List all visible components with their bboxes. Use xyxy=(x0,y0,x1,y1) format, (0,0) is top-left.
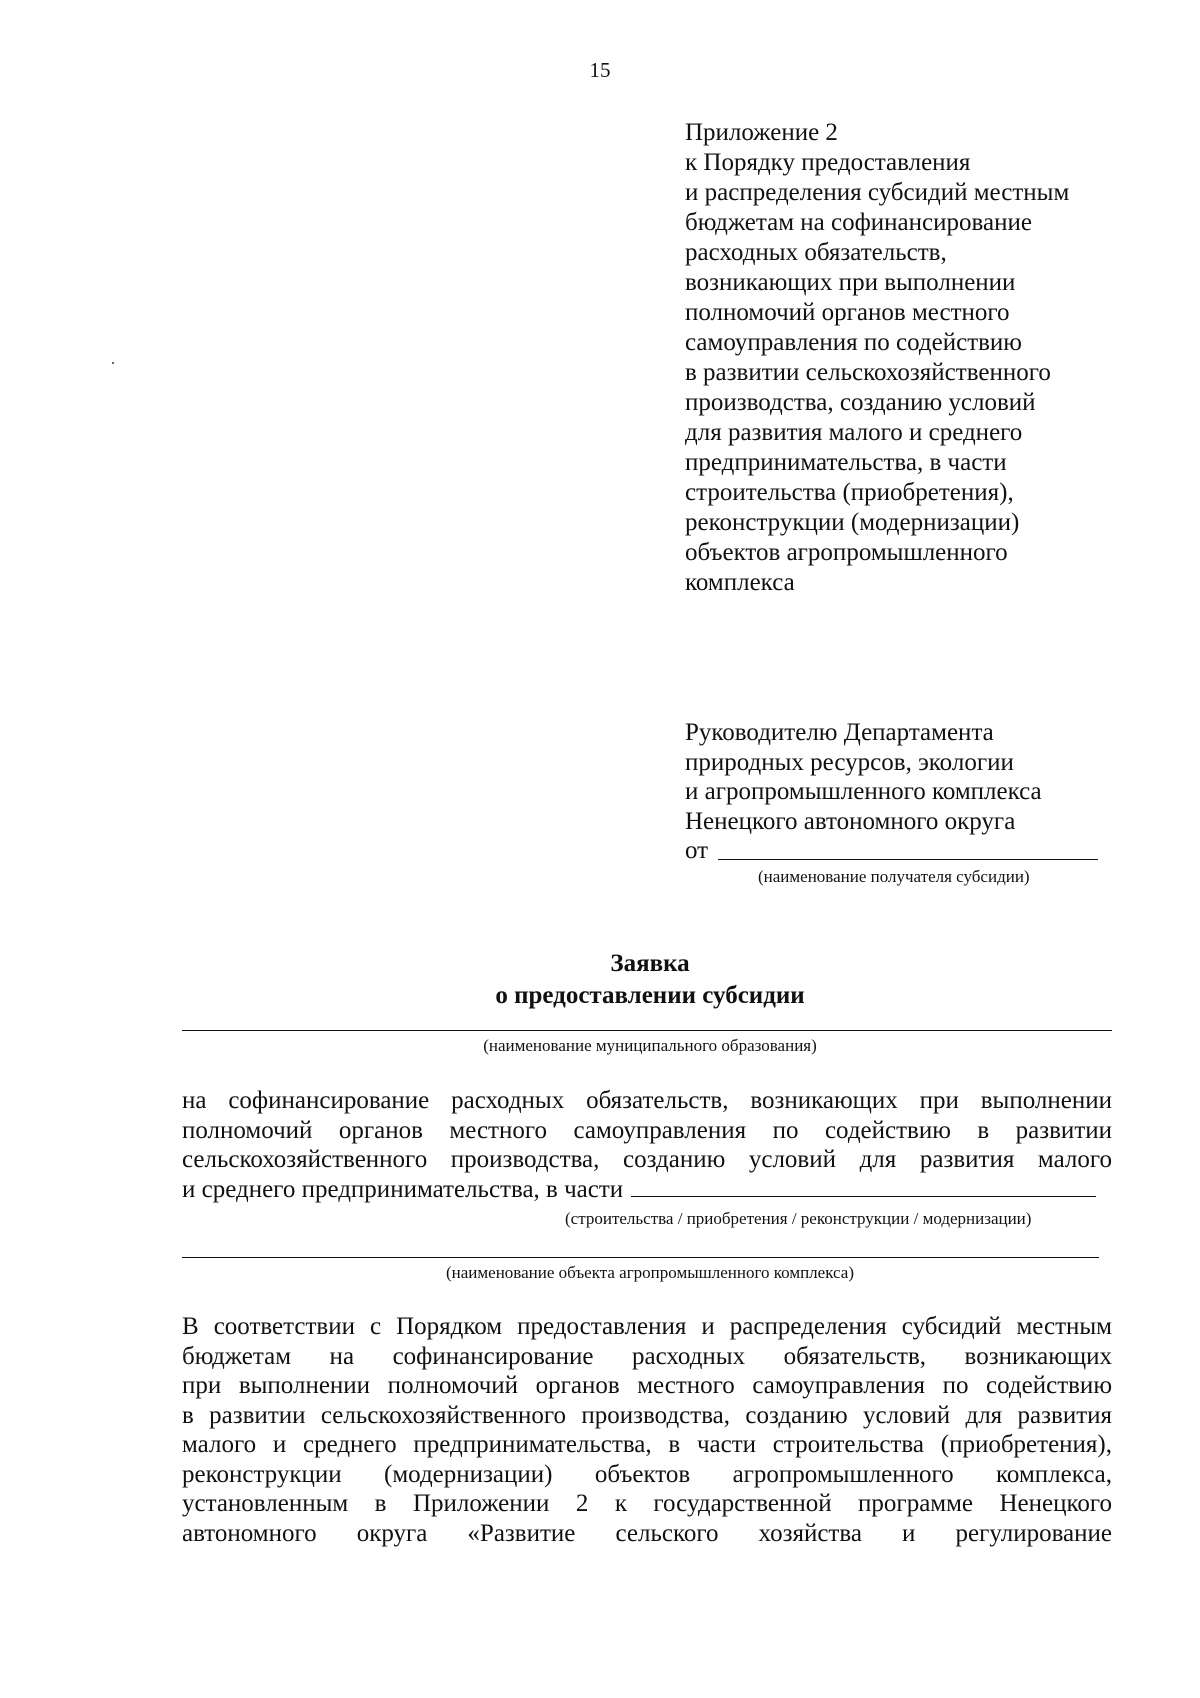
paragraph-purpose xyxy=(182,1086,1112,1204)
recipient-name-blank[interactable] xyxy=(718,858,1098,860)
appendix-line: Приложение 2 xyxy=(685,119,838,146)
addressee-line: Руководителю Департамента xyxy=(685,719,994,746)
appendix-line: полномочий органов местного xyxy=(685,299,1010,326)
appendix-line: комплекса xyxy=(685,569,795,596)
document-subtitle: о предоставлении субсидии xyxy=(495,982,805,1009)
document-title: Заявка xyxy=(610,950,690,977)
object-caption: (наименование объекта агропромышленного комплекса) xyxy=(445,1263,854,1282)
appendix-header xyxy=(685,118,1145,598)
appendix-line: и распределения субсидий местным xyxy=(685,179,1070,206)
municipality-name-blank[interactable] xyxy=(182,1030,1112,1031)
paragraph-line: реконструкции (модернизации) объектов агропромышленного комплекса, xyxy=(182,1460,1112,1488)
appendix-line: к Порядку предоставления xyxy=(685,149,971,176)
addressee-line: Ненецкого автономного округа xyxy=(685,807,1016,835)
addressee-line: и агропромышленного комплекса xyxy=(685,778,1042,805)
from-row xyxy=(685,836,1115,866)
page-number: 15 xyxy=(589,58,611,82)
appendix-line: объектов агропромышленного xyxy=(685,539,1008,566)
paragraph-line: малого и среднего предпринимательства, в части строительства (приобретения), xyxy=(182,1431,1112,1458)
paragraph-line: на софинансирование расходных обязательств, возникающих при выполнении xyxy=(182,1087,1112,1114)
paragraph-line: автономного округа «Развитие сельского хозяйства и регулирование xyxy=(182,1519,1112,1547)
paragraph-line: установленным в Приложении 2 к государственной программе Ненецкого xyxy=(182,1490,1112,1517)
paragraph-line: полномочий органов местного самоуправления по содействию в развитии xyxy=(182,1116,1112,1144)
municipality-caption: (наименование муниципального образования) xyxy=(483,1036,817,1055)
appendix-line: предпринимательства, в части xyxy=(685,449,1007,476)
addressee-block xyxy=(685,718,1115,866)
appendix-line: в развитии сельскохозяйственного xyxy=(685,359,1051,386)
appendix-line: бюджетам на софинансирование xyxy=(685,209,1032,236)
scan-speck xyxy=(112,362,114,364)
appendix-line: возникающих при выполнении xyxy=(685,269,1016,296)
appendix-line: самоуправления по содействию xyxy=(685,329,1022,356)
paragraph-line: бюджетам на софинансирование расходных обязательств, возникающих xyxy=(182,1342,1112,1370)
paragraph-line: сельскохозяйственного производства, созданию условий для развития малого xyxy=(182,1146,1112,1173)
paragraph-line: В соответствии с Порядком предоставления и распределения субсидий местным xyxy=(182,1313,1112,1340)
paragraph-line: при выполнении полномочий органов местного самоуправления по содействию xyxy=(182,1372,1112,1399)
object-name-blank[interactable] xyxy=(182,1257,1099,1258)
addressee-line: природных ресурсов, экологии xyxy=(685,748,1014,776)
appendix-line: реконструкции (модернизации) xyxy=(685,509,1020,536)
paragraph-basis xyxy=(182,1312,1112,1548)
paragraph-line: и среднего предпринимательства, в части xyxy=(182,1175,624,1203)
work-type-blank[interactable] xyxy=(631,1196,1096,1197)
paragraph-line: в развитии сельскохозяйственного производства, созданию условий для развития xyxy=(182,1401,1112,1429)
appendix-line: для развития малого и среднего xyxy=(685,419,1023,446)
paragraph-last-line xyxy=(182,1175,1112,1205)
work-type-caption: (строительства / приобретения / реконструкции / модернизации) xyxy=(565,1209,1032,1228)
appendix-line: строительства (приобретения), xyxy=(685,479,1014,506)
appendix-line: расходных обязательств, xyxy=(685,239,947,266)
appendix-line: производства, созданию условий xyxy=(685,389,1036,416)
from-label: от xyxy=(685,837,709,864)
recipient-caption: (наименование получателя субсидии) xyxy=(758,867,1030,886)
